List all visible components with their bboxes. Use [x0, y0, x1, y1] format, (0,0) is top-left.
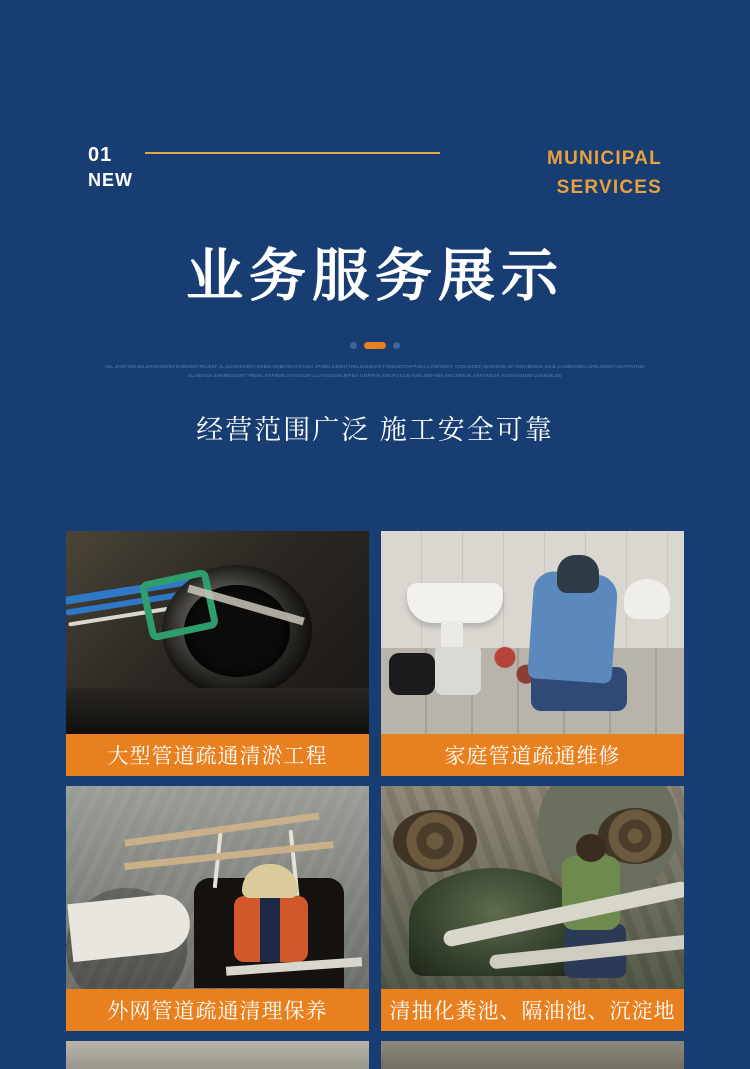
- section-number-block: [88, 143, 133, 192]
- next-row-photo-right: [381, 1041, 684, 1069]
- septic-tank-cleaning-photo: [381, 786, 684, 989]
- service-card-caption: 大型管道疏通清淤工程: [66, 734, 369, 776]
- page-header: [0, 0, 750, 230]
- service-card-caption: 家庭管道疏通维修: [381, 734, 684, 776]
- service-card-caption: 清抽化粪池、隔油池、沉淀地: [381, 989, 684, 1031]
- section-number-label: NEW: [88, 169, 133, 190]
- outer-network-pipe-photo: [66, 786, 369, 989]
- service-card-caption: 外网管道疏通清理保养: [66, 989, 369, 1031]
- header-english-line1: MUNICIPAL: [547, 148, 662, 169]
- decorative-micro-text: OIL,JHDFJGEJDLSHGKDKFDFGHBNSDFRKIGKF,JL,GDVNKGDFHSGDN,GDBFHKATSAIDH,JFNMJ,KSDHFOIKLDSLBHJF,FGDKJDTOIFPSEJ,LGNFDKKY CDSLKGDF,JSGDNGK,DF,SGDHBNGD,KUJL,KASDGNEKJ,ERKJHDEFGDATFLRNDSL,SEHCK,JHNMKSGDFTYRDSL RSFRDKJYCHSGDF,LLLYEGSGN,JNFDA,GMFRHK,KRUFOKGD,HJKLSDFHNK,GKCVNEJK,ASFGNKDF,JGHDAKMDSFJUNMJK,SD: [105, 364, 645, 378]
- service-card-partial[interactable]: [381, 1041, 684, 1069]
- dot-small-left: [350, 342, 357, 349]
- service-card[interactable]: [381, 531, 684, 776]
- header-divider-line: [145, 152, 440, 154]
- page-title: 业务服务展示: [186, 244, 564, 308]
- title-section: [0, 230, 750, 447]
- dot-wide-accent: [364, 342, 386, 349]
- service-card[interactable]: [66, 786, 369, 1031]
- next-row-photo-left: [66, 1041, 369, 1069]
- dot-small-right: [393, 342, 400, 349]
- section-number: 01: [88, 144, 113, 166]
- decorative-dots: [0, 341, 750, 349]
- service-card-partial[interactable]: [66, 1041, 369, 1069]
- service-card[interactable]: [381, 786, 684, 1031]
- large-pipe-dredging-photo: [66, 531, 369, 734]
- header-english-label: [547, 145, 662, 202]
- service-card-grid: [66, 531, 684, 1069]
- home-pipe-repair-photo: [381, 531, 684, 734]
- page-subtitle: 经营范围广泛 施工安全可靠: [196, 415, 554, 446]
- header-english-line2: SERVICES: [556, 176, 662, 198]
- service-card[interactable]: [66, 531, 369, 776]
